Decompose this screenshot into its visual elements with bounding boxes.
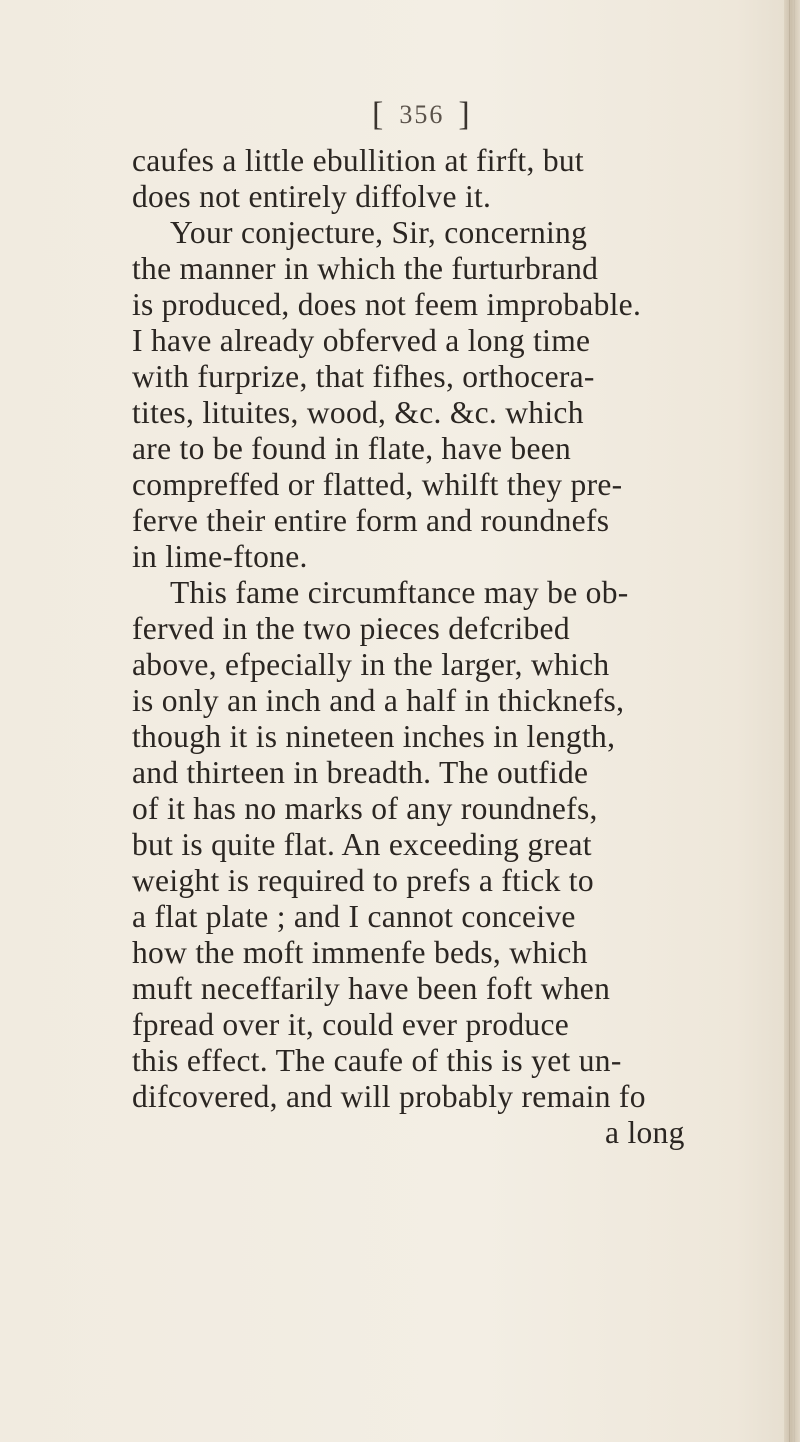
- text-line: caufes a little ebullition at firft, but: [132, 143, 584, 178]
- text-line: ferve their entire form and roundnefs: [132, 503, 610, 538]
- text-line: the manner in which the furturbrand: [132, 251, 599, 286]
- text-line: fpread over it, could ever produce: [132, 1007, 570, 1042]
- header-open-bracket: [: [372, 96, 386, 133]
- text-line: ferved in the two pieces defcribed: [132, 611, 570, 646]
- text-line: how the moft immenfe beds, which: [132, 935, 588, 970]
- text-line: and thirteen in breadth. The outfide: [132, 755, 589, 790]
- page-edge: [784, 0, 800, 1442]
- text-line: difcovered, and will probably remain fo: [132, 1079, 646, 1114]
- text-line: muft neceffarily have been foft when: [132, 971, 611, 1006]
- page-header: [372, 96, 472, 134]
- page-number: 356: [399, 100, 445, 129]
- page-edge-line: [794, 0, 795, 1442]
- text-line: of it has no marks of any roundnefs,: [132, 791, 598, 826]
- text-line: but is quite flat. An exceeding great: [132, 827, 592, 862]
- text-line: with furprize, that fifhes, orthocera-: [132, 359, 595, 394]
- text-line: this effect. The caufe of this is yet un-: [132, 1043, 622, 1078]
- text-line: is produced, does not feem improbable.: [132, 287, 642, 322]
- text-line: weight is required to prefs a ftick to: [132, 863, 594, 898]
- page-edge-line: [789, 0, 790, 1442]
- text-line: above, efpecially in the larger, which: [132, 647, 610, 682]
- text-line: in lime-ftone.: [132, 539, 308, 574]
- text-line: This fame circumftance may be ob-: [170, 575, 629, 610]
- text-line: though it is nineteen inches in length,: [132, 719, 616, 754]
- header-close-bracket: ]: [458, 96, 472, 133]
- text-line: does not entirely diffolve it.: [132, 179, 492, 214]
- text-line: tites, lituites, wood, &c. &c. which: [132, 395, 584, 430]
- text-line: compreffed or flatted, whilft they pre-: [132, 467, 623, 502]
- text-line: I have already obferved a long time: [132, 323, 591, 358]
- text-line: a flat plate ; and I cannot conceive: [132, 899, 576, 934]
- catchword: a long: [605, 1115, 685, 1150]
- text-line: Your conjecture, Sir, concerning: [170, 215, 588, 250]
- text-line: is only an inch and a half in thicknefs,: [132, 683, 625, 718]
- text-line: are to be found in flate, have been: [132, 431, 572, 466]
